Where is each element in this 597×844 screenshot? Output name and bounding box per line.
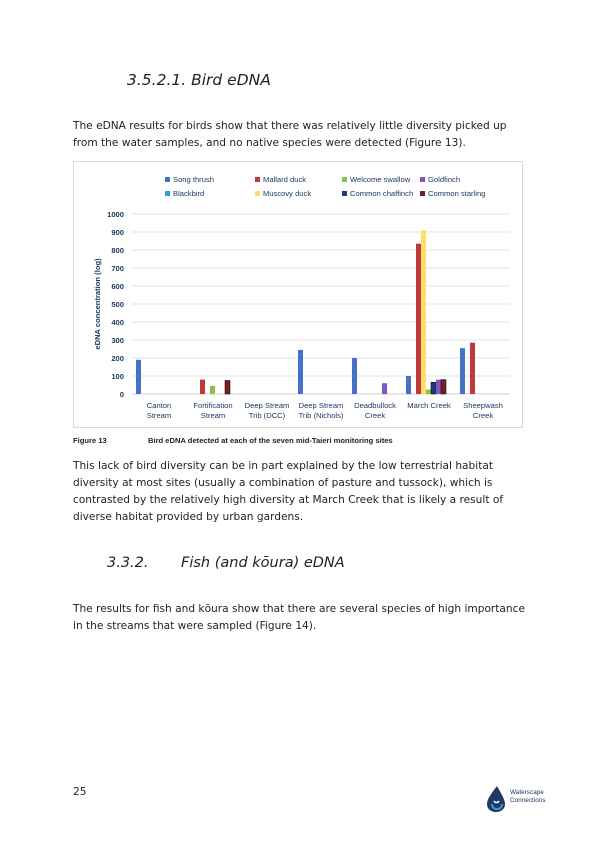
bird-edna-chart bbox=[73, 161, 523, 428]
bar-song-thrush bbox=[352, 358, 357, 394]
x-tick-label: Fortification bbox=[193, 401, 233, 410]
x-tick-label: March Creek bbox=[407, 401, 451, 410]
y-tick-label: 1000 bbox=[107, 210, 124, 219]
bar-goldfinch bbox=[436, 380, 441, 394]
y-tick-label: 100 bbox=[111, 372, 124, 381]
bar-common-starling bbox=[225, 381, 230, 395]
x-tick-label: Deep Stream bbox=[244, 401, 290, 410]
y-tick-label: 0 bbox=[119, 390, 124, 399]
x-tick-label: Creek bbox=[364, 411, 386, 420]
legend-goldfinch: Goldfinch bbox=[420, 172, 460, 186]
y-tick-label: 300 bbox=[111, 336, 124, 345]
bar-mallard-duck bbox=[200, 380, 205, 394]
legend-mallard-duck: Mallard duck bbox=[255, 172, 342, 186]
figure-caption bbox=[73, 436, 393, 445]
figure-caption-text: Bird eDNA detected at each of the seven mid-Taieri monitoring sites bbox=[148, 436, 393, 445]
x-tick-label: Trib (DCC) bbox=[248, 411, 286, 420]
bar-song-thrush bbox=[298, 350, 303, 394]
bar-mallard-duck bbox=[416, 244, 421, 394]
x-tick-label: Canton bbox=[146, 401, 172, 410]
bar-muscovy-duck bbox=[421, 230, 426, 394]
bar-welcome-swallow bbox=[426, 390, 431, 395]
x-tick-label: Deep Stream bbox=[298, 401, 344, 410]
y-tick-label: 900 bbox=[111, 228, 124, 237]
y-tick-label: 700 bbox=[111, 264, 124, 273]
y-tick-label: 200 bbox=[111, 354, 124, 363]
bar-song-thrush bbox=[136, 360, 141, 394]
subsection-number: 3.3.2. bbox=[107, 555, 149, 571]
y-tick-label: 400 bbox=[111, 318, 124, 327]
bar-song-thrush bbox=[460, 348, 465, 394]
x-tick-label: Trib (Nichols) bbox=[298, 411, 344, 420]
legend-song-thrush: Song thrush bbox=[165, 172, 255, 186]
y-tick-label: 600 bbox=[111, 282, 124, 291]
chart-plot bbox=[74, 162, 524, 429]
legend-blackbird: Blackbird bbox=[165, 186, 255, 200]
logo-line-1: Waterscape bbox=[510, 789, 544, 796]
legend-common-starling: Common starling bbox=[420, 186, 485, 200]
intro-paragraph: The eDNA results for birds show that there was relatively little diversity picked up from the water samples, and no native species were detected (Figure 13). bbox=[73, 120, 507, 149]
bar-goldfinch bbox=[382, 383, 387, 394]
bar-welcome-swallow bbox=[210, 386, 215, 394]
x-tick-label: Sheepwash bbox=[463, 401, 503, 410]
x-tick-label: Stream bbox=[146, 411, 172, 420]
logo-wordmark bbox=[510, 789, 546, 804]
x-tick-label: Deadbullock bbox=[354, 401, 396, 410]
bar-song-thrush bbox=[406, 376, 411, 394]
figure-label: Figure 13 bbox=[73, 436, 107, 445]
legend-muscovy-duck: Muscovy duck bbox=[255, 186, 342, 200]
logo-line-2: Connections bbox=[510, 796, 546, 804]
y-axis-label: eDNA concentration (log) bbox=[93, 258, 102, 350]
legend-common-chaffinch: Common chaffinch bbox=[342, 186, 420, 200]
y-tick-label: 500 bbox=[111, 300, 124, 309]
bar-common-chaffinch bbox=[431, 382, 436, 394]
subsection-paragraph: The results for fish and kōura show that there are several species of high importance in the streams that were sampled (Figure 14). bbox=[73, 603, 525, 632]
bar-common-starling bbox=[441, 380, 446, 394]
page-number: 25 bbox=[73, 786, 87, 798]
y-tick-label: 800 bbox=[111, 246, 124, 255]
bar-mallard-duck bbox=[470, 343, 475, 394]
x-tick-label: Creek bbox=[472, 411, 494, 420]
legend-welcome-swallow: Welcome swallow bbox=[342, 172, 420, 186]
x-tick-label: Stream bbox=[200, 411, 226, 420]
discussion-paragraph: This lack of bird diversity can be in part explained by the low terrestrial habitat diversity at most sites (usually a combination of pasture and tussock), which is contrasted by the relatively high diversity at March Creek that is likely a result of diverse habitat provided by urban gardens. bbox=[73, 460, 504, 523]
subsection-heading bbox=[107, 555, 345, 571]
section-heading: 3.5.2.1. Bird eDNA bbox=[127, 71, 271, 89]
subsection-title: Fish (and kōura) eDNA bbox=[181, 555, 345, 571]
